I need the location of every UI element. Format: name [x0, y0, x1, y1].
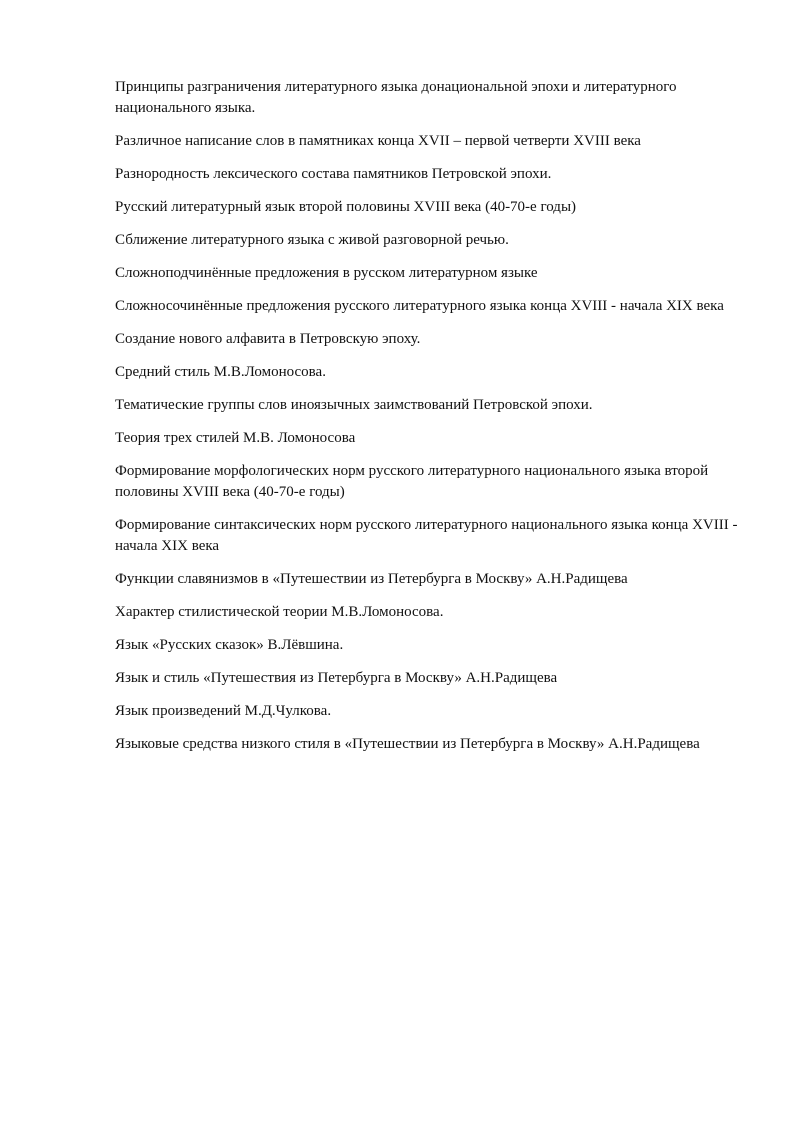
topic-item: Характер стилистической теории М.В.Ломоносова. — [115, 604, 444, 620]
topic-item: Формирование синтаксических норм русского литературного национального языка конца XVIII - начала XIX века — [115, 517, 738, 554]
topic-item: Различное написание слов в памятниках конца XVII – первой четверти XVIII века — [115, 133, 641, 149]
topic-item: Средний стиль М.В.Ломоносова. — [115, 364, 326, 380]
topic-item: Русский литературный язык второй половины XVIII века (40-70-е годы) — [115, 199, 577, 215]
topic-item: Сложноподчинённые предложения в русском литературном языке — [115, 265, 538, 281]
topic-item: Сближение литературного языка с живой разговорной речью. — [115, 232, 509, 248]
topic-item: Тематические группы слов иноязычных заимствований Петровской эпохи. — [115, 397, 593, 413]
topic-item: Сложносочинённые предложения русского литературного языка конца XVIII - начала XIX века — [115, 298, 724, 314]
topic-item: Формирование морфологических норм русского литературного национального языка второй половины XVIII века (40-70-е годы) — [115, 463, 709, 500]
topic-item: Теория трех стилей М.В. Ломоносова — [115, 430, 356, 446]
document-page — [115, 77, 755, 767]
topic-item: Функции славянизмов в «Путешествии из Петербурга в Москву» А.Н.Радищева — [115, 571, 628, 587]
topic-item: Принципы разграничения литературного языка донациональной эпохи и литературного национального языка. — [115, 79, 677, 116]
topic-item: Язык и стиль «Путешествия из Петербурга в Москву» А.Н.Радищева — [115, 670, 558, 686]
topic-item: Создание нового алфавита в Петровскую эпоху. — [115, 331, 421, 347]
topic-item: Разнородность лексического состава памятников Петровской эпохи. — [115, 166, 552, 182]
topic-item: Язык произведений М.Д.Чулкова. — [115, 703, 332, 719]
topic-item: Языковые средства низкого стиля в «Путешествии из Петербурга в Москву» А.Н.Радищева — [115, 736, 700, 752]
topic-item: Язык «Русских сказок» В.Лёвшина. — [115, 637, 344, 653]
